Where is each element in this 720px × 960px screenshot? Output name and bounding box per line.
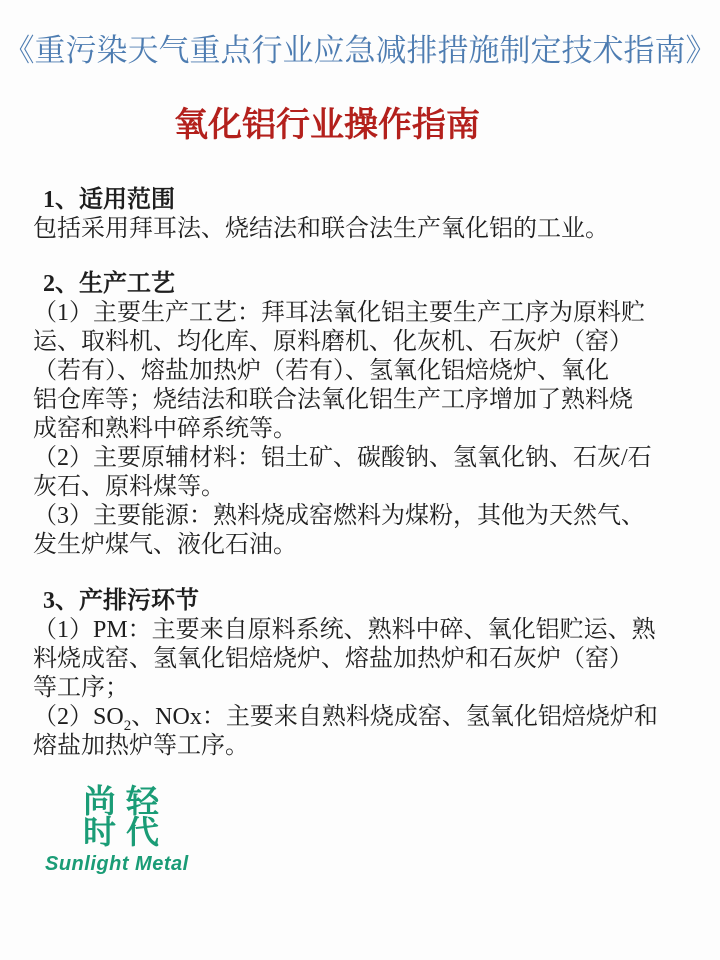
text-line: （1）PM：主要来自原料系统、熟料中碎、氧化铝贮运、熟	[33, 617, 656, 643]
logo-char: 轻	[126, 785, 159, 820]
text-line: 熔盐加热炉等工序。	[33, 733, 249, 759]
section-process	[33, 270, 700, 560]
logo-cjk-block	[78, 787, 164, 849]
so2-subscript: 2	[123, 717, 132, 734]
sunlight-metal-logo	[45, 786, 225, 876]
text-line: （若有）、熔盐加热炉（若有）、氢氧化铝焙烧炉、氧化	[33, 358, 609, 384]
text-line: （3）主要能源：熟料烧成窑燃料为煤粉，其他为天然气、	[33, 503, 645, 529]
text-line: 成窑和熟料中碎系统等。	[33, 416, 297, 442]
text-line: 料烧成窑、氢氧化铝焙烧炉、熔盐加热炉和石灰炉（窑）	[33, 646, 633, 672]
text-line: 等工序；	[33, 675, 129, 701]
logo-char: 尚	[83, 785, 116, 820]
logo-char: 时	[83, 816, 116, 851]
doc-subtitle: 氧化铝行业操作指南	[174, 107, 480, 144]
text-line: 灰石、原料煤等。	[33, 474, 225, 500]
section-heading: 1、适用范围	[43, 187, 175, 213]
text-fragment: 、NOx：主要来自熟料烧成窑、氢氧化铝焙烧炉和	[131, 704, 658, 730]
text-line	[33, 703, 700, 732]
content	[33, 186, 700, 761]
section-emission	[33, 587, 700, 761]
text-line: 铝仓库等；烧结法和联合法氧化铝生产工序增加了熟料烧	[33, 387, 633, 413]
text-fragment: （2）SO	[33, 704, 124, 730]
doc-title: 《重污染天气重点行业应急减排措施制定技术指南》	[3, 33, 717, 68]
text-line: 发生炉煤气、液化石油。	[33, 532, 297, 558]
text-line: 运、取料机、均化库、原料磨机、化灰机、石灰炉（窑）	[33, 329, 633, 355]
logo-english: Sunlight Metal	[45, 853, 189, 875]
section-heading: 2、生产工艺	[43, 271, 175, 297]
text-line: （2）主要原辅材料：铝土矿、碳酸钠、氢氧化钠、石灰/石	[33, 445, 652, 471]
section-heading: 3、产排污环节	[43, 588, 199, 614]
text-line: （1）主要生产工艺：拜耳法氧化铝主要生产工序为原料贮	[33, 300, 645, 326]
logo-char: 代	[126, 816, 159, 851]
section-scope	[33, 186, 700, 244]
text-line: 包括采用拜耳法、烧结法和联合法生产氧化铝的工业。	[33, 216, 609, 242]
